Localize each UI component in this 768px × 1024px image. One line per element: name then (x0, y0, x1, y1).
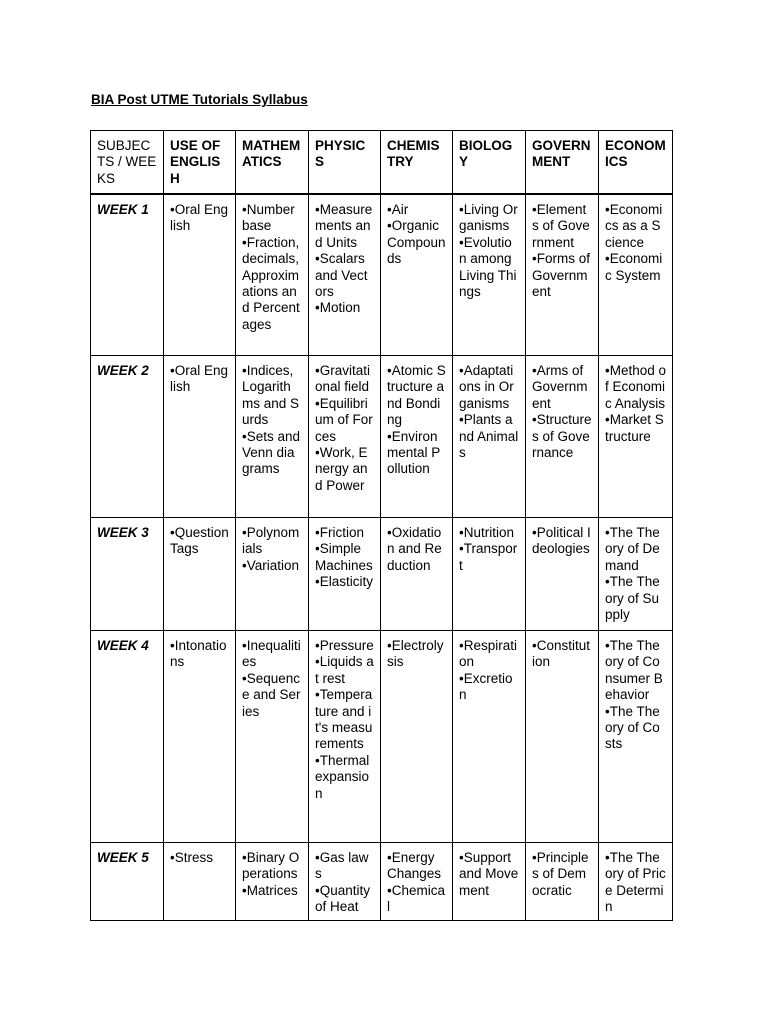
week-label: WEEK 3 (91, 518, 164, 631)
topic-list (170, 638, 229, 671)
topic-item: •Equilibrium of Forces (315, 395, 373, 444)
cell-economics (599, 631, 673, 843)
cell-chemistry (381, 194, 453, 356)
topic-item: •The Theory of Demand (605, 525, 660, 573)
cell-physics (309, 356, 381, 518)
cell-government (526, 194, 599, 356)
topic-list (170, 525, 229, 558)
topic-item: •Simple Machines (315, 541, 373, 573)
syllabus-table (90, 130, 673, 921)
topic-list (242, 363, 302, 478)
topic-item: •Gas laws (315, 850, 369, 882)
topic-item: •Oral English (170, 202, 229, 234)
topic-item: •Chemical (387, 882, 445, 915)
week-label: WEEK 5 (91, 843, 164, 921)
topic-item: •Principles of Democratic (532, 850, 589, 898)
cell-government (526, 631, 599, 843)
table-row (91, 194, 673, 356)
cell-mathematics (236, 518, 309, 631)
topic-item: •Work, Energy and Power (315, 445, 368, 493)
cell-physics (309, 194, 381, 356)
topic-item: •Organic Compounds (387, 218, 446, 267)
topic-item: •Sets and Venn diagrams (242, 428, 301, 477)
header-physics: PHYSICS (309, 131, 381, 195)
topic-item: •Intonations (170, 638, 227, 670)
topic-list (605, 525, 666, 623)
topic-item: •Excretion (459, 670, 513, 703)
topic-item: •Environmental Pollution (387, 428, 441, 477)
topic-item: •Number base (242, 202, 295, 234)
header-government: GOVERNMENT (526, 131, 599, 195)
cell-economics (599, 518, 673, 631)
document-title: BIA Post UTME Tutorials Syllabus (91, 92, 308, 107)
topic-item: •The Theory of Supply (605, 574, 660, 623)
topic-item: •Motion (315, 300, 361, 316)
topic-item: •Fraction, decimals, Approximations and Percentages (242, 234, 300, 332)
topic-item: •The Theory of Price Determin (605, 850, 666, 915)
topic-list (532, 202, 592, 300)
table-row (91, 356, 673, 518)
cell-biology (453, 356, 526, 518)
cell-chemistry (381, 843, 453, 921)
cell-use-of-english (164, 518, 236, 631)
cell-economics (599, 194, 673, 356)
topic-item: •Political Ideologies (532, 525, 591, 557)
topic-list (170, 363, 229, 396)
topic-item: •Structures of Governance (532, 412, 592, 461)
topic-item: •Atomic Structure and Bonding (387, 363, 446, 428)
topic-item: •The Theory of Costs (605, 703, 660, 752)
topic-list (387, 638, 446, 671)
topic-item: •Liquids at rest (315, 654, 374, 686)
topic-item: •Indices, Logarithms and Surds (242, 363, 300, 428)
cell-biology (453, 631, 526, 843)
topic-item: •Method of Economic Analysis (605, 363, 667, 411)
topic-item: •Matrices (242, 882, 298, 898)
topic-item: •Constitution (532, 638, 591, 670)
cell-chemistry (381, 631, 453, 843)
cell-use-of-english (164, 194, 236, 356)
header-biology: BIOLOGY (453, 131, 526, 195)
topic-item: •Living Organisms (459, 202, 518, 234)
topic-item: •Measurements and Units (315, 202, 373, 250)
cell-mathematics (236, 843, 309, 921)
week-label: WEEK 2 (91, 356, 164, 518)
topic-list (242, 638, 302, 720)
topic-list (315, 850, 374, 916)
cell-physics (309, 518, 381, 631)
cell-mathematics (236, 194, 309, 356)
topic-item: •Elasticity (315, 574, 373, 590)
topic-list (387, 525, 446, 574)
topic-item: •Electrolysis (387, 638, 444, 670)
cell-physics (309, 843, 381, 921)
topic-item: •Binary Operations (242, 850, 300, 882)
header-mathematics: MATHEMATICS (236, 131, 309, 195)
cell-mathematics (236, 356, 309, 518)
topic-item: •Economic System (605, 251, 663, 283)
cell-use-of-english (164, 631, 236, 843)
topic-item: •Gravitational field (315, 363, 370, 395)
topic-item: •Adaptations in Organisms (459, 363, 514, 411)
cell-government (526, 518, 599, 631)
cell-biology (453, 194, 526, 356)
topic-list (605, 202, 666, 284)
topic-item: •Quantity of Heat (315, 882, 371, 915)
week-label: WEEK 4 (91, 631, 164, 843)
cell-biology (453, 843, 526, 921)
cell-chemistry (381, 356, 453, 518)
topic-item: •Respiration (459, 638, 517, 670)
topic-list (387, 202, 446, 268)
topic-list (459, 202, 519, 300)
topic-item: •Evolution among Living Things (459, 234, 517, 300)
cell-use-of-english (164, 356, 236, 518)
topic-list (315, 202, 374, 317)
topic-list (242, 850, 302, 899)
cell-economics (599, 356, 673, 518)
syllabus-table-body (91, 194, 673, 921)
topic-item: •Economics as a Science (605, 202, 663, 250)
topic-list (532, 638, 592, 671)
topic-item: •Energy Changes (387, 850, 442, 882)
topic-list (605, 850, 666, 916)
topic-list (170, 202, 229, 235)
cell-mathematics (236, 631, 309, 843)
topic-list (459, 850, 519, 899)
header-economics: ECONOMICS (599, 131, 673, 195)
cell-chemistry (381, 518, 453, 631)
topic-item: •Stress (170, 850, 213, 865)
table-row (91, 518, 673, 631)
topic-item: •Oxidation and Reduction (387, 525, 442, 573)
topic-list (242, 202, 302, 333)
topic-item: •Air (387, 202, 409, 217)
topic-list (459, 525, 519, 574)
topic-item: •Thermal expansion (315, 752, 370, 801)
cell-biology (453, 518, 526, 631)
table-header-row (91, 131, 673, 195)
topic-item: •Oral English (170, 363, 229, 395)
topic-item: •Polynomials (242, 525, 300, 557)
topic-item: •Question Tags (170, 525, 229, 557)
topic-item: •Temperature and it's measurements (315, 687, 373, 752)
topic-list (170, 850, 229, 866)
topic-item: •Elements of Government (532, 202, 590, 250)
topic-item: •Support and Movement (459, 850, 519, 898)
topic-list (605, 638, 666, 753)
table-row (91, 631, 673, 843)
topic-list (315, 363, 374, 494)
topic-list (532, 525, 592, 558)
topic-item: •Sequence and Series (242, 670, 301, 719)
topic-item: •The Theory of Consumer Behavior (605, 638, 663, 703)
week-label: WEEK 1 (91, 194, 164, 356)
topic-list (387, 850, 446, 916)
table-row (91, 843, 673, 921)
cell-government (526, 356, 599, 518)
header-chemistry: CHEMISTRY (381, 131, 453, 195)
topic-item: •Pressure (315, 638, 374, 653)
topic-item: •Transport (459, 541, 518, 573)
topic-list (315, 525, 374, 591)
topic-item: •Plants and Animals (459, 412, 519, 461)
topic-list (387, 363, 446, 478)
topic-list (532, 850, 592, 899)
topic-list (459, 638, 519, 704)
header-use-of-english: USE OF ENGLISH (164, 131, 236, 195)
cell-use-of-english (164, 843, 236, 921)
cell-economics (599, 843, 673, 921)
topic-list (605, 363, 666, 445)
cell-government (526, 843, 599, 921)
topic-item: •Inequalities (242, 638, 301, 670)
topic-item: •Friction (315, 525, 364, 540)
topic-list (459, 363, 519, 461)
topic-list (242, 525, 302, 574)
topic-item: •Scalars and Vectors (315, 251, 368, 300)
topic-item: •Forms of Government (532, 251, 590, 300)
topic-list (315, 638, 374, 802)
topic-item: •Nutrition (459, 525, 514, 540)
header-subjects-weeks: SUBJECTS / WEEKS (91, 131, 164, 195)
cell-physics (309, 631, 381, 843)
topic-item: •Variation (242, 557, 300, 573)
topic-item: •Market Structure (605, 412, 664, 444)
topic-list (532, 363, 592, 461)
topic-item: •Arms of Government (532, 363, 588, 411)
